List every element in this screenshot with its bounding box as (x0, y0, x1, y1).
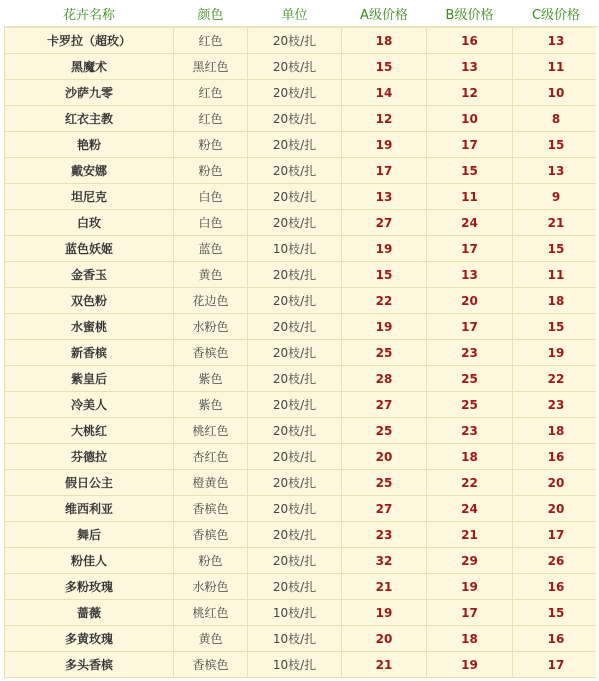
color-cell: 香槟色 (174, 496, 248, 522)
b-price-cell: 12 (427, 80, 513, 106)
flower-name-cell: 假日公主 (5, 470, 174, 496)
unit-cell: 20枝/扎 (248, 132, 342, 158)
unit-cell: 20枝/扎 (248, 418, 342, 444)
table-row (5, 210, 599, 236)
b-price-cell: 13 (427, 54, 513, 80)
a-price-cell: 23 (342, 522, 427, 548)
b-price-cell: 17 (427, 600, 513, 626)
table-row (5, 418, 599, 444)
c-price-cell: 17 (513, 652, 599, 678)
color-cell: 杏红色 (174, 444, 248, 470)
b-price-cell: 21 (427, 522, 513, 548)
b-price-cell: 25 (427, 366, 513, 392)
color-cell: 香槟色 (174, 652, 248, 678)
c-price-cell: 18 (513, 418, 599, 444)
a-price-cell: 28 (342, 366, 427, 392)
a-price-cell: 19 (342, 600, 427, 626)
flower-name-cell: 戴安娜 (5, 158, 174, 184)
c-price-cell: 26 (513, 548, 599, 574)
table-row (5, 314, 599, 340)
table-row (5, 548, 599, 574)
flower-name-cell: 大桃红 (5, 418, 174, 444)
c-price-cell: 10 (513, 80, 599, 106)
c-price-cell: 22 (513, 366, 599, 392)
unit-cell: 10枝/扎 (248, 236, 342, 262)
flower-name-cell: 新香槟 (5, 340, 174, 366)
flower-name-cell: 蔷薇 (5, 600, 174, 626)
c-price-cell: 15 (513, 314, 599, 340)
color-cell: 香槟色 (174, 522, 248, 548)
table-row (5, 652, 599, 678)
unit-cell: 20枝/扎 (248, 574, 342, 600)
table-row (5, 626, 599, 652)
c-price-cell: 8 (513, 106, 599, 132)
b-price-cell: 19 (427, 652, 513, 678)
c-price-cell: 13 (513, 27, 599, 54)
header-c-price: C级价格 (513, 0, 599, 27)
unit-cell: 20枝/扎 (248, 366, 342, 392)
c-price-cell: 20 (513, 496, 599, 522)
c-price-cell: 16 (513, 574, 599, 600)
b-price-cell: 20 (427, 288, 513, 314)
color-cell: 香槟色 (174, 340, 248, 366)
a-price-cell: 32 (342, 548, 427, 574)
c-price-cell: 16 (513, 444, 599, 470)
table-row (5, 340, 599, 366)
b-price-cell: 11 (427, 184, 513, 210)
flower-price-table (4, 0, 599, 678)
a-price-cell: 25 (342, 470, 427, 496)
c-price-cell: 11 (513, 262, 599, 288)
a-price-cell: 19 (342, 314, 427, 340)
b-price-cell: 10 (427, 106, 513, 132)
c-price-cell: 16 (513, 626, 599, 652)
b-price-cell: 23 (427, 418, 513, 444)
flower-name-cell: 沙萨九零 (5, 80, 174, 106)
unit-cell: 20枝/扎 (248, 470, 342, 496)
table-row (5, 27, 599, 54)
a-price-cell: 27 (342, 210, 427, 236)
a-price-cell: 19 (342, 236, 427, 262)
color-cell: 红色 (174, 106, 248, 132)
c-price-cell: 13 (513, 158, 599, 184)
flower-name-cell: 多粉玫瑰 (5, 574, 174, 600)
color-cell: 橙黄色 (174, 470, 248, 496)
unit-cell: 20枝/扎 (248, 27, 342, 54)
unit-cell: 20枝/扎 (248, 54, 342, 80)
a-price-cell: 14 (342, 80, 427, 106)
c-price-cell: 23 (513, 392, 599, 418)
table-row (5, 366, 599, 392)
flower-name-cell: 金香玉 (5, 262, 174, 288)
unit-cell: 10枝/扎 (248, 626, 342, 652)
color-cell: 蓝色 (174, 236, 248, 262)
color-cell: 白色 (174, 210, 248, 236)
price-table-container (4, 0, 599, 678)
color-cell: 桃红色 (174, 600, 248, 626)
table-row (5, 262, 599, 288)
a-price-cell: 21 (342, 652, 427, 678)
color-cell: 紫色 (174, 366, 248, 392)
unit-cell: 20枝/扎 (248, 522, 342, 548)
table-row (5, 288, 599, 314)
unit-cell: 20枝/扎 (248, 158, 342, 184)
unit-cell: 20枝/扎 (248, 548, 342, 574)
a-price-cell: 27 (342, 496, 427, 522)
header-color: 颜色 (174, 0, 248, 27)
unit-cell: 20枝/扎 (248, 106, 342, 132)
a-price-cell: 25 (342, 418, 427, 444)
b-price-cell: 16 (427, 27, 513, 54)
b-price-cell: 22 (427, 470, 513, 496)
b-price-cell: 18 (427, 626, 513, 652)
color-cell: 白色 (174, 184, 248, 210)
c-price-cell: 19 (513, 340, 599, 366)
b-price-cell: 29 (427, 548, 513, 574)
unit-cell: 10枝/扎 (248, 600, 342, 626)
flower-name-cell: 维西利亚 (5, 496, 174, 522)
color-cell: 粉色 (174, 158, 248, 184)
table-header-row (5, 0, 599, 27)
table-row (5, 106, 599, 132)
header-a-price: A级价格 (342, 0, 427, 27)
c-price-cell: 17 (513, 522, 599, 548)
b-price-cell: 25 (427, 392, 513, 418)
a-price-cell: 19 (342, 132, 427, 158)
b-price-cell: 19 (427, 574, 513, 600)
table-row (5, 470, 599, 496)
flower-name-cell: 卡罗拉（超玫） (5, 27, 174, 54)
flower-name-cell: 多黄玫瑰 (5, 626, 174, 652)
table-row (5, 236, 599, 262)
color-cell: 桃红色 (174, 418, 248, 444)
unit-cell: 20枝/扎 (248, 496, 342, 522)
flower-name-cell: 双色粉 (5, 288, 174, 314)
table-row (5, 444, 599, 470)
table-row (5, 600, 599, 626)
c-price-cell: 15 (513, 132, 599, 158)
flower-name-cell: 水蜜桃 (5, 314, 174, 340)
table-body (5, 27, 599, 678)
unit-cell: 20枝/扎 (248, 184, 342, 210)
flower-name-cell: 冷美人 (5, 392, 174, 418)
b-price-cell: 15 (427, 158, 513, 184)
unit-cell: 20枝/扎 (248, 210, 342, 236)
flower-name-cell: 艳粉 (5, 132, 174, 158)
b-price-cell: 24 (427, 210, 513, 236)
flower-name-cell: 白玫 (5, 210, 174, 236)
a-price-cell: 15 (342, 262, 427, 288)
flower-name-cell: 舞后 (5, 522, 174, 548)
b-price-cell: 18 (427, 444, 513, 470)
c-price-cell: 15 (513, 600, 599, 626)
a-price-cell: 21 (342, 574, 427, 600)
flower-name-cell: 黑魔术 (5, 54, 174, 80)
b-price-cell: 13 (427, 262, 513, 288)
table-row (5, 158, 599, 184)
color-cell: 红色 (174, 27, 248, 54)
unit-cell: 10枝/扎 (248, 652, 342, 678)
flower-name-cell: 芬德拉 (5, 444, 174, 470)
unit-cell: 20枝/扎 (248, 288, 342, 314)
a-price-cell: 20 (342, 626, 427, 652)
c-price-cell: 9 (513, 184, 599, 210)
table-row (5, 574, 599, 600)
color-cell: 黄色 (174, 262, 248, 288)
color-cell: 水粉色 (174, 574, 248, 600)
color-cell: 粉色 (174, 548, 248, 574)
color-cell: 紫色 (174, 392, 248, 418)
color-cell: 粉色 (174, 132, 248, 158)
flower-name-cell: 紫皇后 (5, 366, 174, 392)
b-price-cell: 23 (427, 340, 513, 366)
b-price-cell: 17 (427, 314, 513, 340)
a-price-cell: 20 (342, 444, 427, 470)
a-price-cell: 13 (342, 184, 427, 210)
a-price-cell: 18 (342, 27, 427, 54)
c-price-cell: 11 (513, 54, 599, 80)
c-price-cell: 15 (513, 236, 599, 262)
unit-cell: 20枝/扎 (248, 340, 342, 366)
b-price-cell: 24 (427, 496, 513, 522)
color-cell: 花边色 (174, 288, 248, 314)
flower-name-cell: 多头香槟 (5, 652, 174, 678)
a-price-cell: 27 (342, 392, 427, 418)
unit-cell: 20枝/扎 (248, 314, 342, 340)
unit-cell: 20枝/扎 (248, 444, 342, 470)
a-price-cell: 17 (342, 158, 427, 184)
table-row (5, 132, 599, 158)
unit-cell: 20枝/扎 (248, 262, 342, 288)
table-row (5, 496, 599, 522)
table-row (5, 392, 599, 418)
table-row (5, 80, 599, 106)
color-cell: 红色 (174, 80, 248, 106)
c-price-cell: 21 (513, 210, 599, 236)
unit-cell: 20枝/扎 (248, 80, 342, 106)
c-price-cell: 20 (513, 470, 599, 496)
table-row (5, 184, 599, 210)
a-price-cell: 22 (342, 288, 427, 314)
flower-name-cell: 红衣主教 (5, 106, 174, 132)
flower-name-cell: 粉佳人 (5, 548, 174, 574)
table-row (5, 522, 599, 548)
a-price-cell: 12 (342, 106, 427, 132)
b-price-cell: 17 (427, 236, 513, 262)
unit-cell: 20枝/扎 (248, 392, 342, 418)
header-unit: 单位 (248, 0, 342, 27)
header-flower-name: 花卉名称 (5, 0, 174, 27)
c-price-cell: 18 (513, 288, 599, 314)
color-cell: 水粉色 (174, 314, 248, 340)
b-price-cell: 17 (427, 132, 513, 158)
header-b-price: B级价格 (427, 0, 513, 27)
table-row (5, 54, 599, 80)
flower-name-cell: 蓝色妖姬 (5, 236, 174, 262)
color-cell: 黄色 (174, 626, 248, 652)
color-cell: 黑红色 (174, 54, 248, 80)
a-price-cell: 25 (342, 340, 427, 366)
a-price-cell: 15 (342, 54, 427, 80)
flower-name-cell: 坦尼克 (5, 184, 174, 210)
